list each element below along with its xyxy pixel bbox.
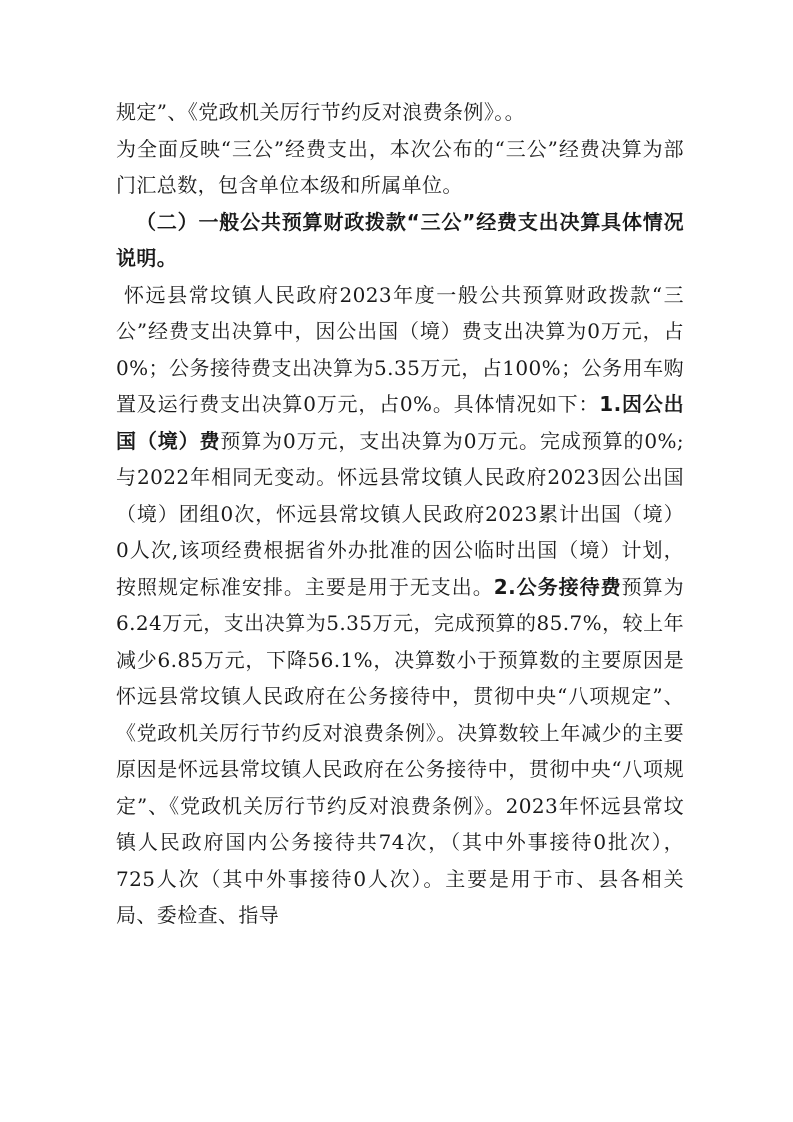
details-paragraph: [116, 277, 684, 934]
item1-text: 预算为0万元，支出决算为0万元。完成预算的0%;与2022年相同无变动。怀远县常坟镇人民政府2023因公出国（境）团组0次，怀远县常坟镇人民政府2023累计出国（境）0人次,该项经费根据省外办批准的因公临时出国（境）计划，按照规定标准安排。主要是用于无支出。: [116, 428, 685, 599]
item2-label: 2.公务接待费: [493, 574, 622, 599]
continued-paragraph: 规定”、《党政机关厉行节约反对浪费条例》。。: [116, 100, 526, 124]
intro-text: 怀远县常坟镇人民政府2023年度一般公共预算财政拨款“三公”经费支出决算中，因公出国（境）费支出决算为0万元，占0%；公务接待费支出决算为5.35万元，占100%；公务用车购置及运行费支出决算0万元，占0%。具体情况如下：: [116, 282, 684, 416]
scope-paragraph: 为全面反映“三公”经费支出，本次公布的“三公”经费决算为部门汇总数，包含单位本级和所属单位。: [116, 136, 684, 197]
item1-label: 1.因公出国（境）费: [116, 392, 684, 453]
section-heading: （二）一般公共预算财政拨款“三公”经费支出决算具体情况说明。: [116, 209, 684, 270]
document-body: [116, 94, 684, 934]
item2-text: 预算为6.24万元，支出决算为5.35万元，完成预算的85.7%，较上年减少6.85万元，下降56.1%，决算数小于预算数的主要原因是怀远县常坟镇人民政府在公务接待中，贯彻中央“八项规定”、《党政机关厉行节约反对浪费条例》。决算数较上年减少的主要原因是怀远县常坟镇人民政府在公务接待中，贯彻中央“八项规定”、《党政机关厉行节约反对浪费条例》。2023年怀远县常坟镇人民政府国内公务接待共74次，（其中外事接待0批次），725人次（其中外事接待0人次）。主要是用于市、县各相关局、委检查、指导: [116, 574, 684, 927]
